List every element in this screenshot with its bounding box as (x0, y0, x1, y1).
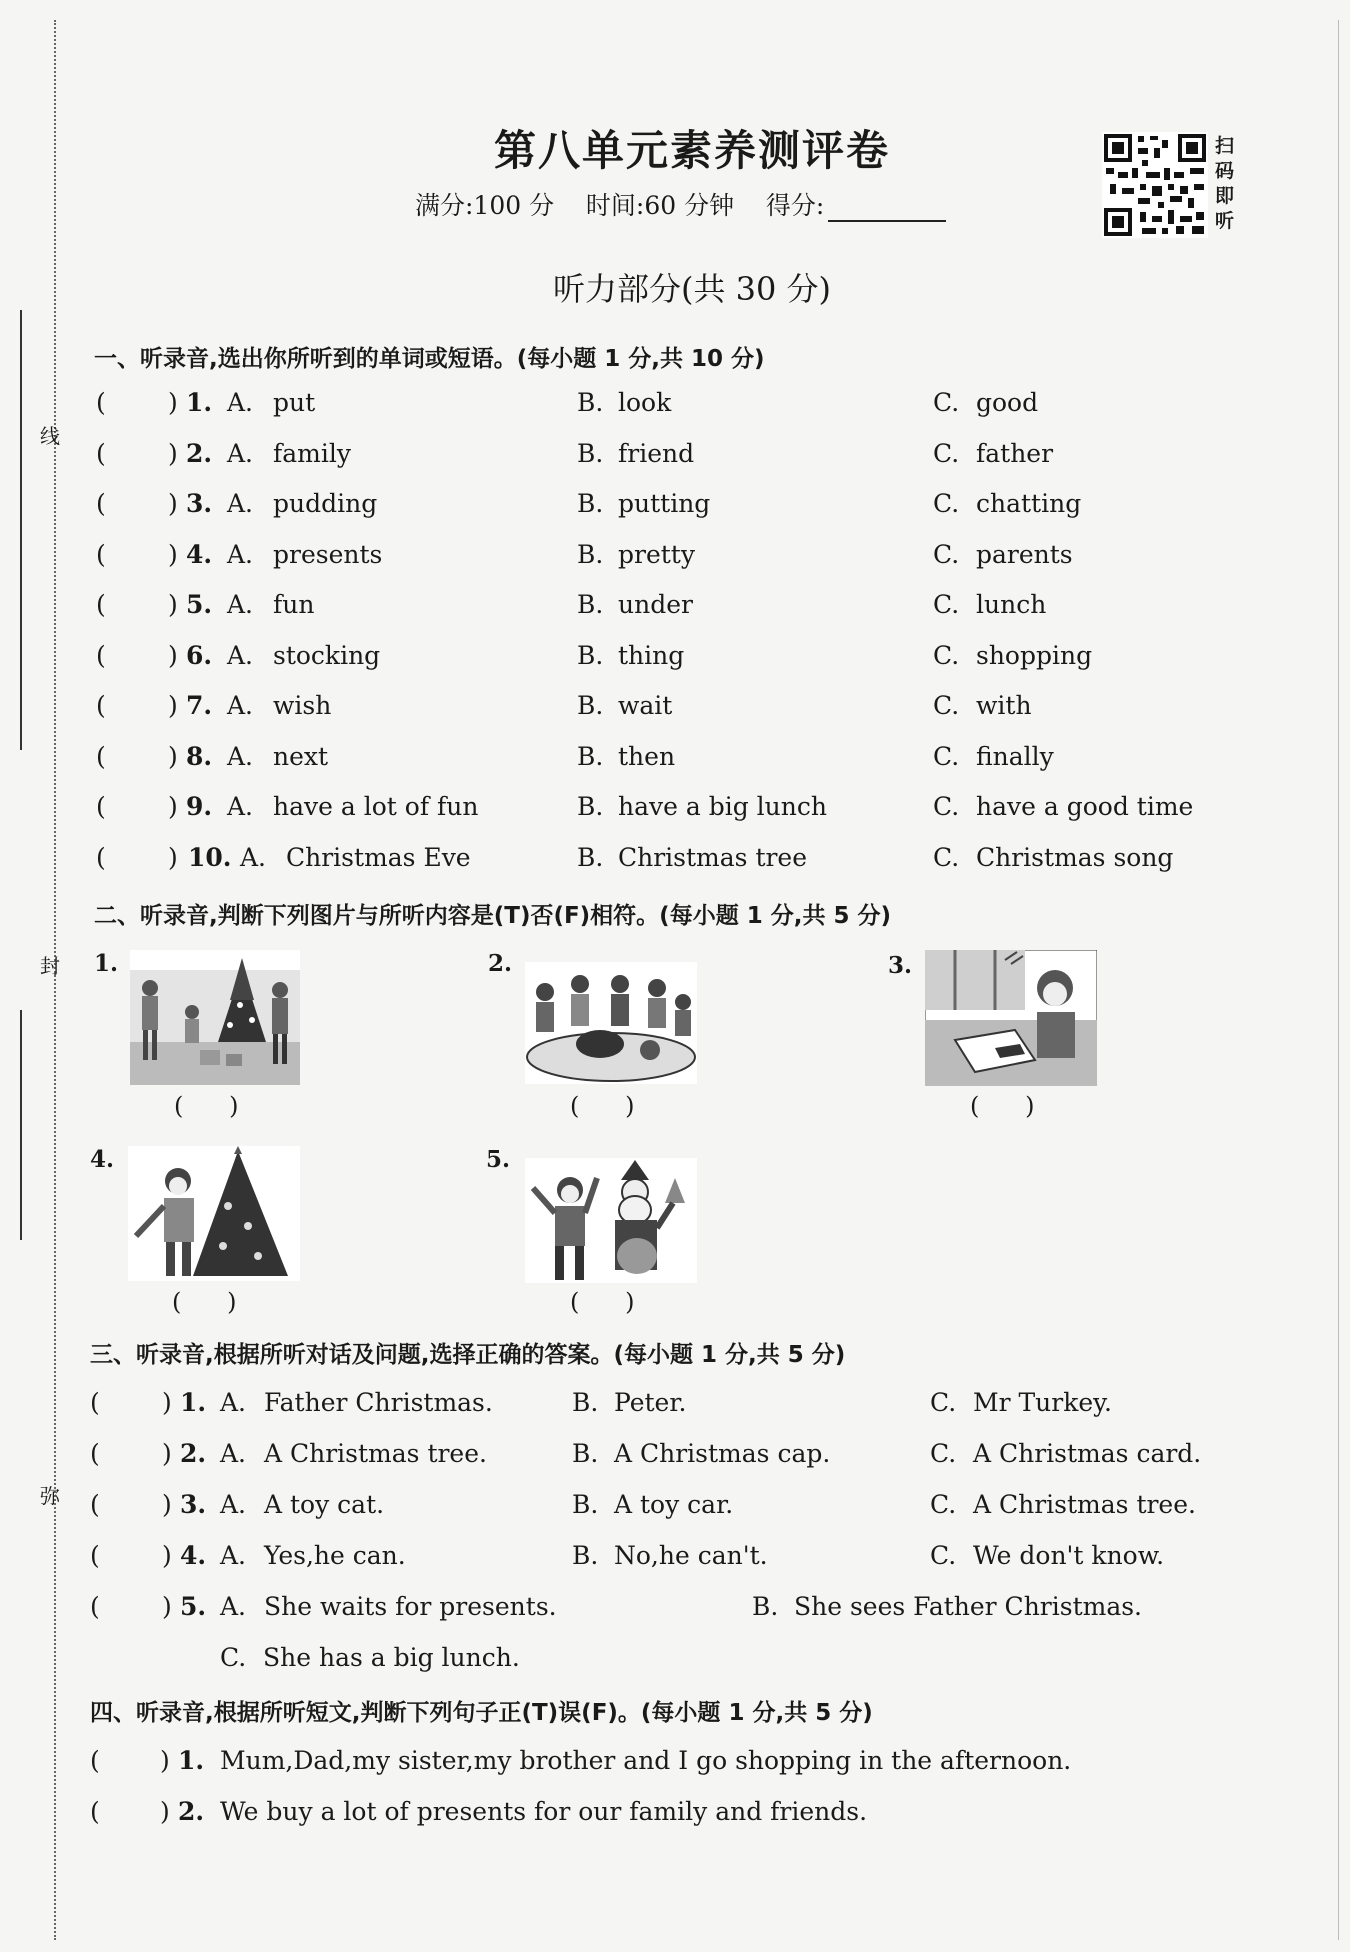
answer-paren-open[interactable]: ( (90, 1490, 100, 1519)
question-number: 9. (186, 792, 213, 821)
option-letter-b: B. (577, 489, 604, 518)
part3-question-row (0, 1388, 1350, 1428)
option-b: No,he can't. (614, 1541, 768, 1570)
option-letter-a: A. (227, 388, 254, 417)
question-number: 1. (178, 1746, 205, 1775)
part3-question-row-continued (0, 1643, 1350, 1683)
answer-paren-close[interactable]: ) (160, 1746, 170, 1775)
question-number: 5. (186, 590, 213, 619)
part3-question-row (0, 1490, 1350, 1530)
answer-paren-open[interactable]: ( (90, 1541, 100, 1570)
statement-text: We buy a lot of presents for our family and friends. (220, 1797, 868, 1826)
part2-heading: 二、听录音,判断下列图片与所听内容是(T)否(F)相符。(每小题 1 分,共 5 分) (94, 903, 891, 929)
option-letter-b: B. (577, 438, 604, 468)
option-b: look (618, 388, 672, 417)
option-a: wish (273, 691, 332, 720)
question-number: 2. (178, 1797, 205, 1826)
question-number: 7. (186, 691, 213, 720)
part1-question-row (0, 540, 1350, 580)
option-b: under (618, 590, 693, 619)
option-b: thing (618, 640, 685, 670)
part4-heading: 四、听录音,根据所听短文,判断下列句子正(T)误(F)。(每小题 1 分,共 5 分) (90, 1700, 873, 1726)
picture-label: 1. (94, 950, 119, 977)
full-score: 满分:100 分 (415, 191, 555, 220)
option-c: Mr Turkey. (973, 1388, 1112, 1417)
option-letter-c: C. (933, 842, 960, 872)
picture-writing-card (925, 950, 1097, 1086)
question-number: 3. (186, 489, 213, 518)
answer-paren-open[interactable]: ( (90, 1797, 100, 1826)
option-c: have a good time (976, 792, 1194, 821)
answer-parens[interactable]: ( ) (970, 1092, 1035, 1120)
scan-char: 即 (1215, 185, 1235, 207)
answer-paren-open[interactable]: ( (96, 842, 106, 872)
answer-paren-open[interactable]: ( (96, 640, 106, 670)
part3-heading: 三、听录音,根据所听对话及问题,选择正确的答案。(每小题 1 分,共 5 分) (90, 1342, 846, 1368)
answer-paren-open[interactable]: ( (96, 691, 106, 720)
answer-parens[interactable]: ( ) (174, 1092, 239, 1120)
option-letter-a: A. (227, 489, 254, 518)
answer-paren-close[interactable]: ) (168, 741, 178, 771)
question-number: 1. (186, 388, 213, 417)
part1-question-row (0, 742, 1350, 782)
answer-paren-close[interactable]: ) (168, 539, 178, 569)
option-c: We don't know. (973, 1541, 1165, 1570)
option-letter-a: A. (220, 1439, 247, 1468)
scan-char: 扫 (1215, 135, 1235, 157)
option-letter-c: C. (933, 590, 960, 619)
part3-question-row (0, 1439, 1350, 1479)
answer-paren-close[interactable]: ) (168, 792, 178, 821)
option-a: She waits for presents. (264, 1592, 557, 1621)
question-number: 2. (186, 438, 213, 468)
answer-paren-open[interactable]: ( (96, 539, 106, 569)
page-title: 第八单元素养测评卷 (493, 126, 890, 175)
option-a: family (273, 438, 351, 468)
question-number: 1. (180, 1388, 207, 1417)
picture-label: 2. (488, 950, 513, 977)
option-a: A Christmas tree. (264, 1439, 487, 1468)
answer-paren-close[interactable]: ) (162, 1439, 172, 1468)
option-a: presents (273, 539, 383, 569)
option-c: A Christmas card. (973, 1439, 1202, 1468)
answer-paren-open[interactable]: ( (96, 590, 106, 619)
option-b: A toy car. (614, 1490, 734, 1519)
option-c: Christmas song (976, 842, 1174, 872)
score-blank[interactable] (828, 198, 946, 222)
part1-question-row (0, 388, 1350, 428)
option-a: Christmas Eve (286, 842, 471, 872)
answer-paren-close[interactable]: ) (168, 388, 178, 417)
part1-question-row (0, 843, 1350, 883)
answer-paren-open[interactable]: ( (96, 388, 106, 417)
answer-paren-close[interactable]: ) (168, 640, 178, 670)
question-number: 8. (186, 741, 213, 771)
answer-paren-close[interactable]: ) (160, 1797, 170, 1826)
answer-paren-open[interactable]: ( (96, 792, 106, 821)
answer-paren-close[interactable]: ) (162, 1388, 172, 1417)
option-letter-b: B. (572, 1388, 599, 1417)
option-letter-c: C. (933, 388, 960, 417)
answer-paren-open[interactable]: ( (96, 741, 106, 771)
option-letter-c: C. (933, 741, 960, 771)
question-number: 5. (180, 1592, 207, 1621)
option-a: stocking (273, 640, 381, 670)
option-b: putting (618, 489, 711, 518)
option-a: Yes,he can. (264, 1541, 406, 1570)
option-letter-a: A. (227, 792, 254, 821)
option-letter-b: B. (577, 590, 604, 619)
part3-question-row (0, 1541, 1350, 1581)
option-c: finally (976, 741, 1054, 771)
option-b: pretty (618, 539, 695, 569)
option-letter-c: C. (933, 489, 960, 518)
part1-question-row (0, 691, 1350, 731)
option-letter-c: C. (220, 1643, 247, 1672)
option-letter-c: C. (930, 1490, 957, 1519)
part1-question-row (0, 590, 1350, 630)
option-letter-b: B. (577, 741, 604, 771)
scan-to-listen-label (1215, 134, 1237, 234)
answer-paren-open[interactable]: ( (90, 1439, 100, 1468)
question-number: 10. (188, 842, 232, 872)
qr-code[interactable] (1102, 132, 1208, 238)
scan-char: 听 (1215, 210, 1235, 232)
option-b: She sees Father Christmas. (794, 1592, 1142, 1621)
option-letter-c: C. (930, 1388, 957, 1417)
statement-text: Mum,Dad,my sister,my brother and I go shopping in the afternoon. (220, 1746, 1072, 1775)
part1-question-row (0, 439, 1350, 479)
answer-paren-open[interactable]: ( (90, 1746, 100, 1775)
option-c: She has a big lunch. (263, 1643, 520, 1672)
option-b: friend (618, 438, 695, 468)
picture-christmas-dinner (525, 962, 697, 1084)
option-b: then (618, 741, 676, 771)
option-b: Christmas tree (618, 842, 808, 872)
answer-paren-close[interactable]: ) (162, 1541, 172, 1570)
option-letter-a: A. (227, 590, 254, 619)
margin-solid-line (20, 1010, 22, 1240)
answer-paren-open[interactable]: ( (90, 1388, 100, 1417)
option-letter-a: A. (227, 640, 254, 670)
part1-question-row (0, 641, 1350, 681)
option-c: A Christmas tree. (973, 1490, 1196, 1519)
option-c: father (976, 438, 1054, 468)
question-number: 6. (186, 640, 213, 670)
option-letter-b: B. (577, 640, 604, 670)
answer-parens[interactable]: ( ) (570, 1288, 635, 1316)
option-letter-b: B. (577, 691, 604, 720)
option-letter-b: B. (577, 842, 604, 872)
option-letter-b: B. (572, 1490, 599, 1519)
option-c: shopping (976, 640, 1093, 670)
answer-paren-open[interactable]: ( (96, 438, 106, 468)
option-letter-a: A. (227, 438, 254, 468)
option-c: good (976, 388, 1039, 417)
option-a: have a lot of fun (273, 792, 479, 821)
option-letter-a: A. (227, 691, 254, 720)
picture-christmas-family (130, 950, 300, 1085)
picture-label: 4. (90, 1146, 115, 1173)
option-a: A toy cat. (264, 1490, 385, 1519)
option-letter-c: C. (933, 792, 960, 821)
option-letter-a: A. (220, 1490, 247, 1519)
option-letter-a: A. (220, 1592, 247, 1621)
option-letter-b: B. (577, 792, 604, 821)
option-letter-b: B. (572, 1439, 599, 1468)
answer-parens[interactable]: ( ) (570, 1092, 635, 1120)
picture-label: 3. (888, 952, 913, 979)
answer-paren-close[interactable]: ) (168, 489, 178, 518)
option-letter-c: C. (933, 640, 960, 670)
option-letter-b: B. (752, 1592, 779, 1621)
option-letter-a: A. (240, 842, 267, 872)
option-c: lunch (976, 590, 1047, 619)
exam-meta (415, 186, 946, 222)
option-letter-c: C. (930, 1439, 957, 1468)
picture-father-christmas (525, 1158, 697, 1283)
answer-paren-close[interactable]: ) (168, 691, 178, 720)
score-label: 得分: (765, 191, 825, 220)
answer-parens[interactable]: ( ) (172, 1288, 237, 1316)
margin-char-mi: 弥 (40, 1484, 60, 1508)
picture-label: 5. (486, 1146, 511, 1173)
option-a: fun (273, 590, 315, 619)
option-letter-c: C. (933, 691, 960, 720)
exam-time: 时间:60 分钟 (585, 191, 735, 220)
margin-char-feng: 封 (40, 954, 60, 978)
part4-question-row (0, 1746, 1350, 1786)
option-letter-c: C. (933, 539, 960, 569)
option-b: A Christmas cap. (614, 1439, 831, 1468)
part1-question-row (0, 792, 1350, 832)
option-a: next (273, 741, 329, 771)
answer-paren-close[interactable]: ) (168, 842, 178, 872)
part3-question-row (0, 1592, 1350, 1632)
option-b: Peter. (614, 1388, 687, 1417)
option-letter-a: A. (227, 741, 254, 771)
option-c: chatting (976, 489, 1082, 518)
scan-char: 码 (1215, 160, 1235, 182)
part1-heading: 一、听录音,选出你所听到的单词或短语。(每小题 1 分,共 10 分) (94, 346, 765, 372)
margin-solid-line (20, 310, 22, 750)
option-letter-a: A. (220, 1388, 247, 1417)
part1-question-row (0, 489, 1350, 529)
question-number: 4. (186, 539, 213, 569)
answer-paren-open[interactable]: ( (96, 489, 106, 518)
option-letter-b: B. (577, 539, 604, 569)
option-letter-c: C. (930, 1541, 957, 1570)
option-a: pudding (273, 489, 378, 518)
option-c: with (976, 691, 1032, 720)
option-letter-c: C. (933, 438, 960, 468)
question-number: 3. (180, 1490, 207, 1519)
option-a: put (273, 388, 316, 417)
question-number: 2. (180, 1439, 207, 1468)
option-c: parents (976, 539, 1073, 569)
option-b: have a big lunch (618, 792, 827, 821)
section-title: 听力部分(共 30 分) (552, 270, 832, 308)
answer-paren-close[interactable]: ) (162, 1490, 172, 1519)
picture-boy-christmas-tree (128, 1146, 300, 1281)
answer-paren-close[interactable]: ) (168, 438, 178, 468)
option-letter-a: A. (227, 539, 254, 569)
margin-char-xian: 线 (40, 424, 60, 448)
option-a: Father Christmas. (264, 1388, 493, 1417)
question-number: 4. (180, 1541, 207, 1570)
part4-question-row (0, 1797, 1350, 1837)
option-letter-b: B. (572, 1541, 599, 1570)
answer-paren-open[interactable]: ( (90, 1592, 100, 1621)
answer-paren-close[interactable]: ) (168, 590, 178, 619)
answer-paren-close[interactable]: ) (162, 1592, 172, 1621)
option-b: wait (618, 691, 673, 720)
option-letter-b: B. (577, 388, 604, 417)
option-letter-a: A. (220, 1541, 247, 1570)
